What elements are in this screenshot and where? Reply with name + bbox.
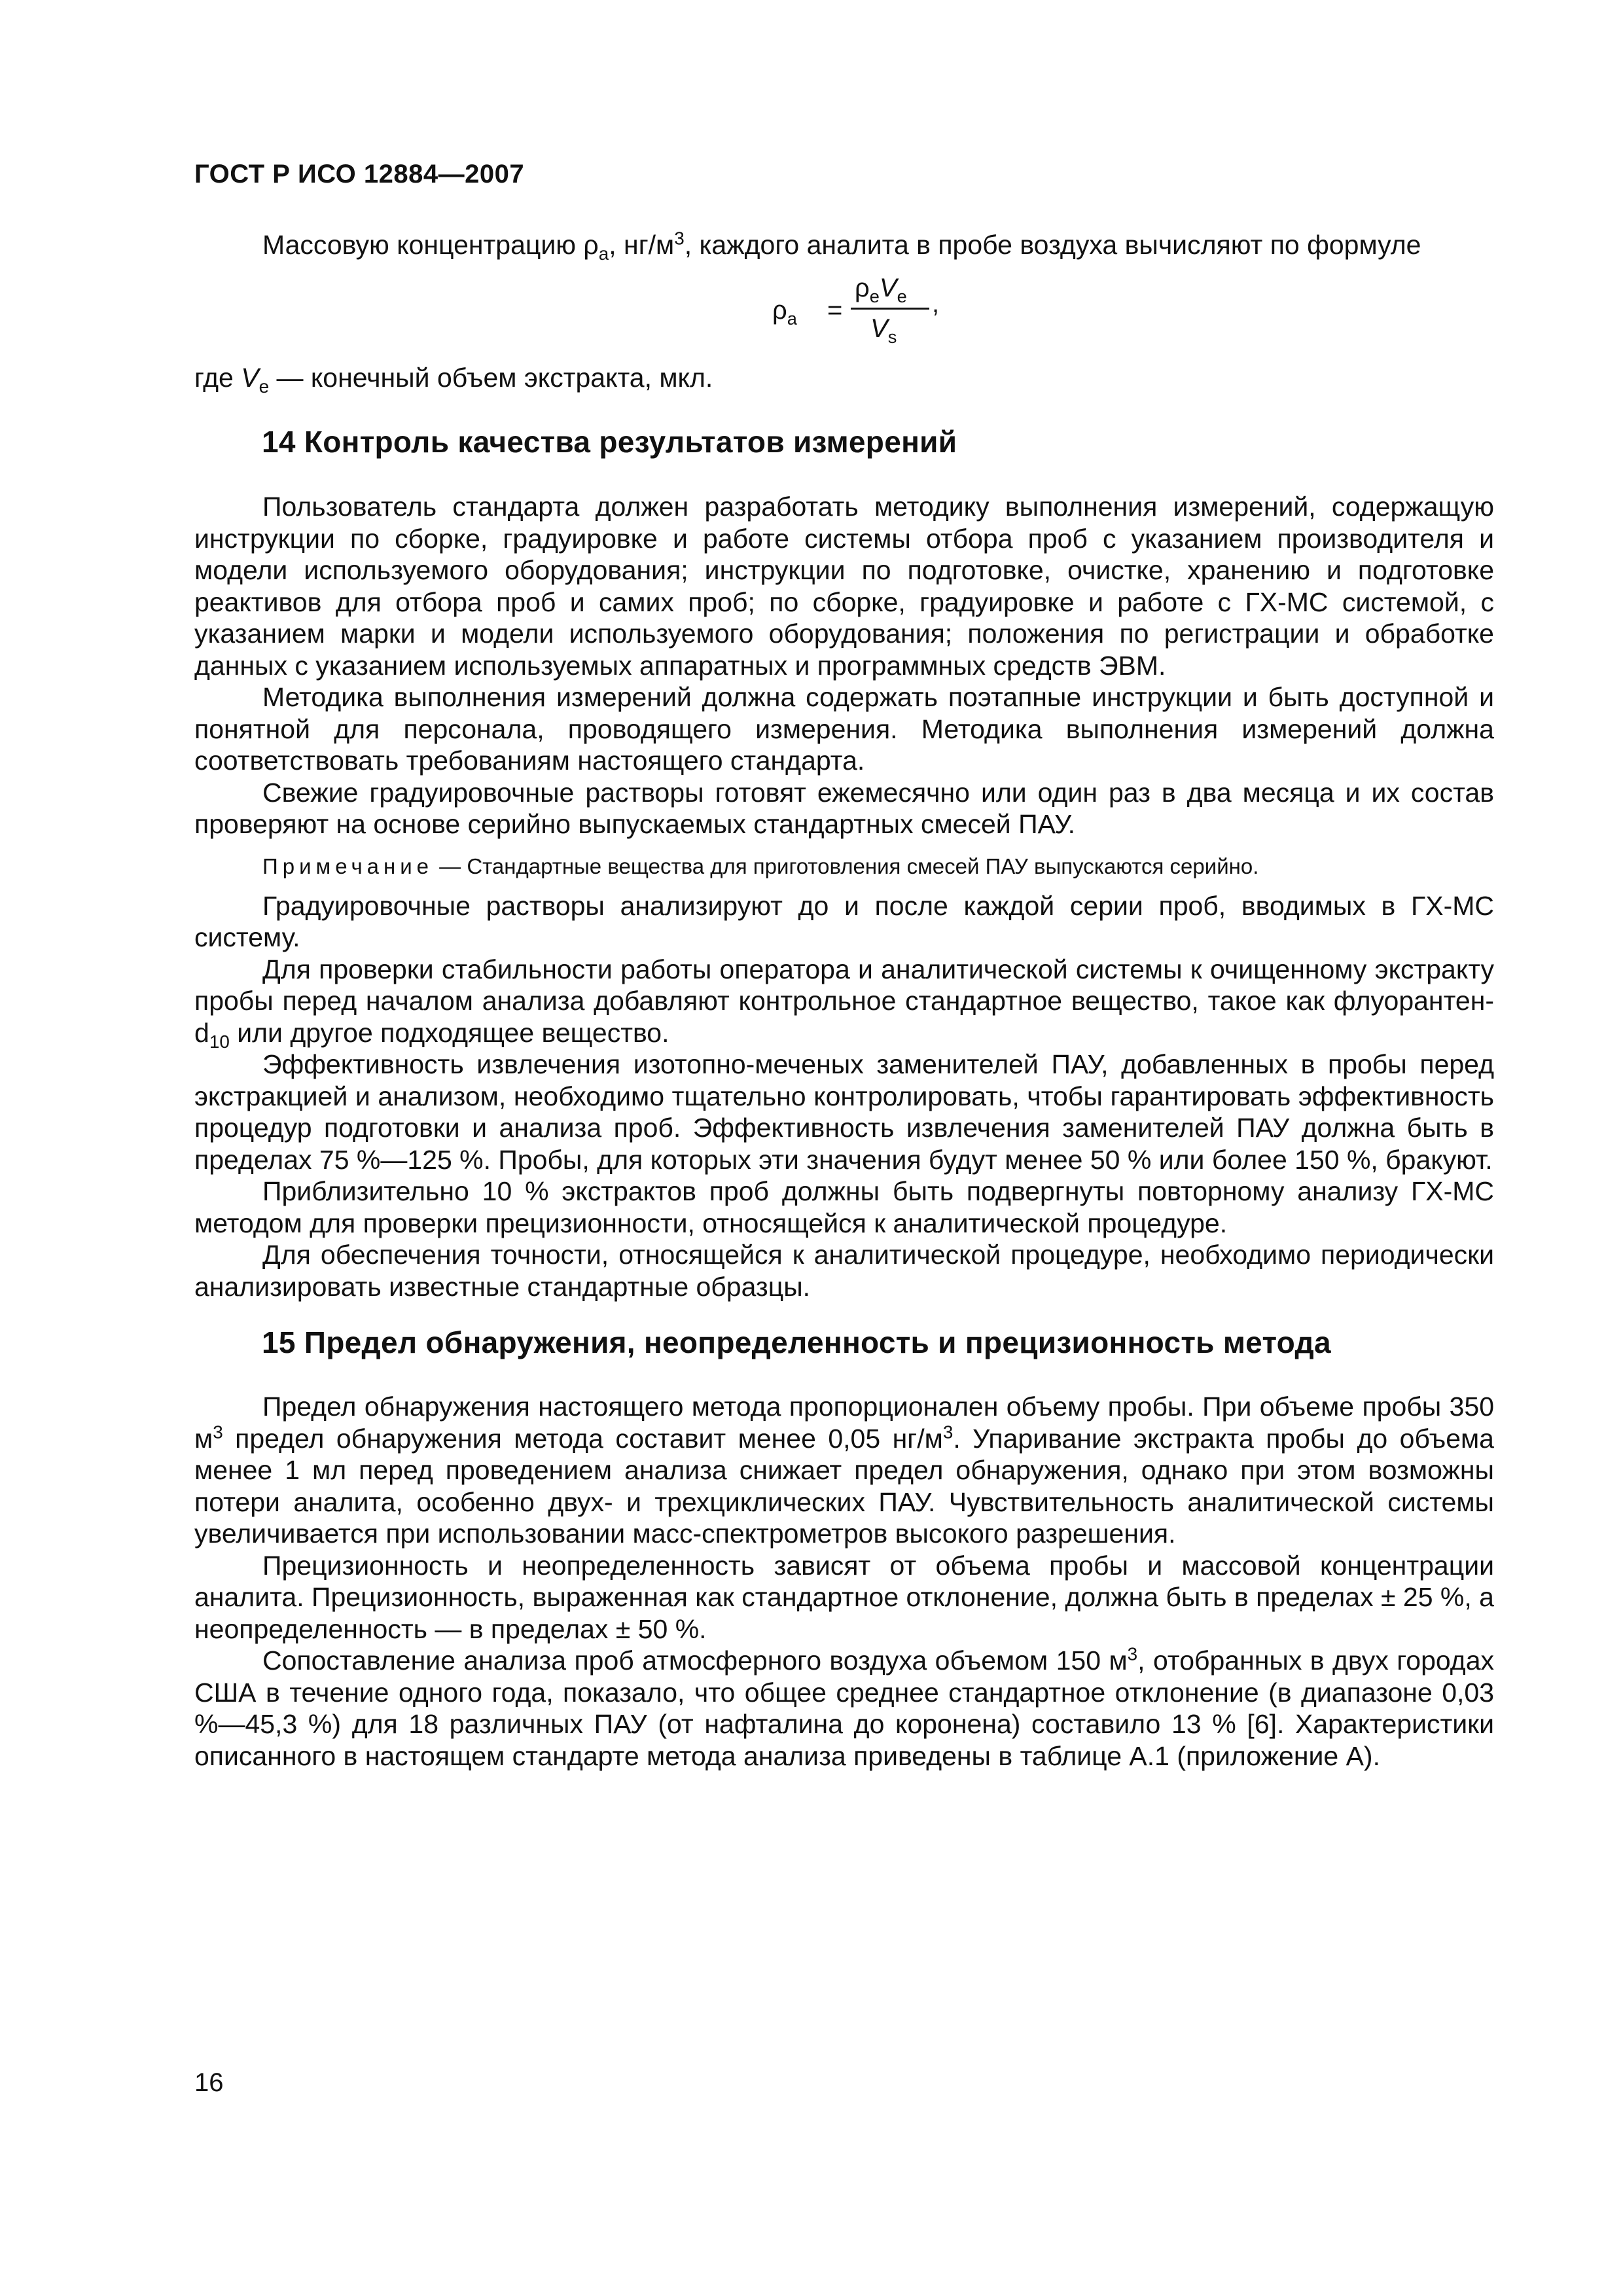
page-number: 16 (194, 2068, 224, 2097)
rho-symbol: ρ (583, 230, 599, 260)
formula-numerator: $\rho_eV_e$ (855, 274, 907, 306)
paragraph: Прецизионность и неопределенность зависят от объема пробы и массовой концентрации аналита. Прецизионность, выраженная как стандартное отклонение, должна быть в пределах ± 25 %, а неопределенность — в пределах ± 50 %. (194, 1550, 1494, 1644)
paragraph: Сопоставление анализа проб атмосферного воздуха объемом 150 $м^3$, отобранных в двух городах США в течение одного года, показало, что общее среднее стандартное отклонение (в диапазоне 0,03 %—45,3 %) для 18 различных ПАУ (от нафталина до коронена) составило 13 % [6]. Характеристики описанного в настоящем стандарте метода анализа приведены в таблице А.1 (приложение А). (194, 1643, 1495, 1771)
paragraph: Для проверки стабильности работы оператора и аналитической системы к очищенному экстракту пробы перед началом анализа добавляют контрольное стандартное вещество, такое как флуорантен-$d_{10}$ или другое подходящее вещество. (194, 954, 1494, 1052)
paragraph: Для обеспечения точности, относящейся к аналитической процедуре, необходимо периодически анализировать известные стандартные образцы. (194, 1240, 1494, 1302)
note-label: Примечание (262, 853, 434, 878)
paragraph: Свежие градуировочные растворы готовят ежемесячно или один раз в два месяца и их состав проверяют на основе серийно выпускаемых стандартных смесей ПАУ. (194, 777, 1494, 839)
paragraph: Методика выполнения измерений должна содержать поэтапные инструкции и быть доступной и понятной для персонала, проводящего измерения. Методика выполнения измерений должна соответствовать требованиям настоящего стандарта. (194, 682, 1494, 776)
paragraph: Пользователь стандарта должен разработать методику выполнения измерений, содержащую инструкции по сборке, градуировке и работе системы отбора проб с указанием производителя и модели используемого оборудования; инструкции по подготовке, очистке, хранению и подготовке реактивов для отбора проб и самих проб; по сборке, градуировке и работе с ГХ-МС системой, с указанием марки и модели используемого оборудования; положения по регистрации и обработке данных с указанием используемых аппаратных и программных средств ЭВМ. (194, 492, 1494, 681)
fraction-bar (851, 308, 929, 310)
section-15-heading: 15 Предел обнаружения, неопределенность и прецизионность метода (262, 1325, 1331, 1359)
paragraph: Эффективность извлечения изотопно-меченых заменителей ПАУ, добавленных в пробы перед экстракцией и анализом, необходимо тщательно контролировать, чтобы гарантировать эффективность процедур подготовки и анализа проб. Эффективность извлечения заменителей ПАУ должна быть в пределах 75 %—125 %. Пробы, для которых эти значения будут менее 50 % или более 150 %, бракуют. (194, 1049, 1494, 1175)
document-header: ГОСТ Р ИСО 12884—2007 (194, 160, 525, 188)
intro-paragraph: Массовую концентрацию $\rho_а$, $нг/м^3$, каждого аналита в пробе воздуха вычисляют по формуле (262, 228, 1421, 264)
formula-denominator: $V_s$ (870, 314, 897, 347)
concentration-formula: $\rho_a$ = $\rho_eV_e$ $V_s$ , (772, 274, 940, 347)
paragraph: Предел обнаружения настоящего метода пропорционален объему пробы. При объеме пробы 350 $м^3$ предел обнаружения метода составит менее 0,05 $нг/м^3$. Упаривание экстракта пробы до объема менее 1 мл перед проведением анализа снижает предел обнаружения, однако при этом возможны потери аналита, особенно двух- и трехциклических ПАУ. Чувствительность аналитической системы увеличивается при использовании масс-спектрометров высокого разрешения. (194, 1391, 1494, 1549)
section-14-heading: 14 Контроль качества результатов измерений (262, 425, 957, 459)
paragraph: Градуировочные растворы анализируют до и после каждой серии проб, вводимых в ГХ-МС систему. (194, 890, 1494, 952)
paragraph: Приблизительно 10 % экстрактов проб должны быть подвергнуты повторному анализу ГХ-МС методом для проверки прецизионности, относящейся к аналитической процедуре. (194, 1176, 1494, 1238)
where-paragraph: где $V_e$ — конечный объем экстракта, мкл. (194, 363, 713, 397)
section-15-body (194, 1391, 1494, 1772)
section-14-body (194, 491, 1494, 1302)
note: Примечание — Стандартные вещества для приготовления смесей ПАУ выпускаются серийно. (262, 853, 1259, 878)
